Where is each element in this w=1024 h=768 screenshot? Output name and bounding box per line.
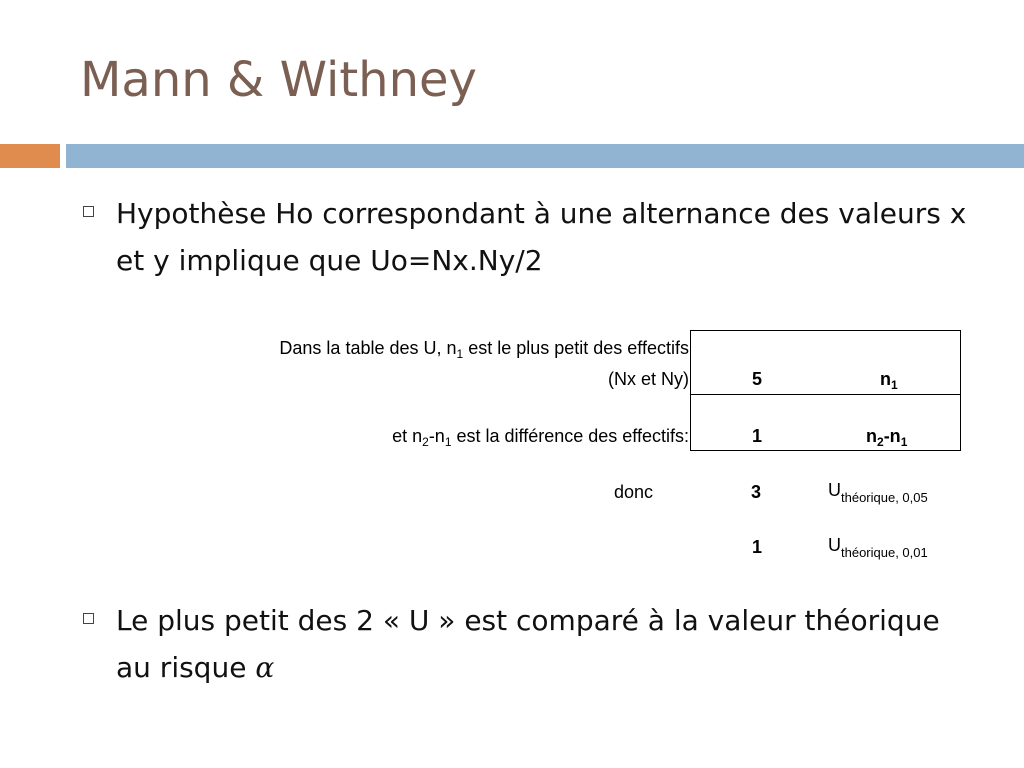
slide-title: Mann & Withney	[80, 52, 477, 108]
square-bullet-icon	[83, 613, 94, 624]
table-row1-variable: $n_1$	[880, 369, 898, 392]
table-row2-variable: $n_2-n_1$	[866, 426, 908, 449]
table-row1-label-line2: (Nx et Ny)	[608, 369, 689, 389]
table-row3-variable: $U_{théorique, 0,05}$	[828, 480, 928, 505]
table-border-right	[960, 330, 961, 451]
bullet-text: Le plus petit des 2 « U » est comparé à la valeur théorique au risque α	[116, 604, 940, 684]
table-row4-variable: $U_{théorique, 0,01}$	[828, 535, 928, 560]
table-row1-label-line1: Dans la table des U, $n_1$ est le plus petit des effectifs	[279, 338, 689, 361]
accent-band-blue	[66, 144, 1024, 168]
alpha-symbol: α	[255, 651, 275, 684]
table-row3-value: 3	[751, 482, 762, 502]
table-row2-value: 1	[752, 426, 763, 446]
table-row2-label: et $n_2-n_1$ est la différence des effectifs:	[392, 426, 689, 449]
table-border-bottom	[690, 450, 961, 451]
table-row1-value: 5	[752, 369, 763, 389]
table-row4-value: 1	[752, 537, 763, 557]
square-bullet-icon	[83, 206, 94, 217]
accent-band-orange	[0, 144, 60, 168]
table-border-middle	[690, 394, 961, 395]
table-border-top	[690, 330, 961, 331]
table-row3-label: donc	[614, 482, 654, 502]
bullet-text: Hypothèse Ho correspondant à une alternance des valeurs x et y implique que Uo=Nx.Ny/2	[116, 197, 967, 277]
table-border-left	[690, 330, 691, 451]
